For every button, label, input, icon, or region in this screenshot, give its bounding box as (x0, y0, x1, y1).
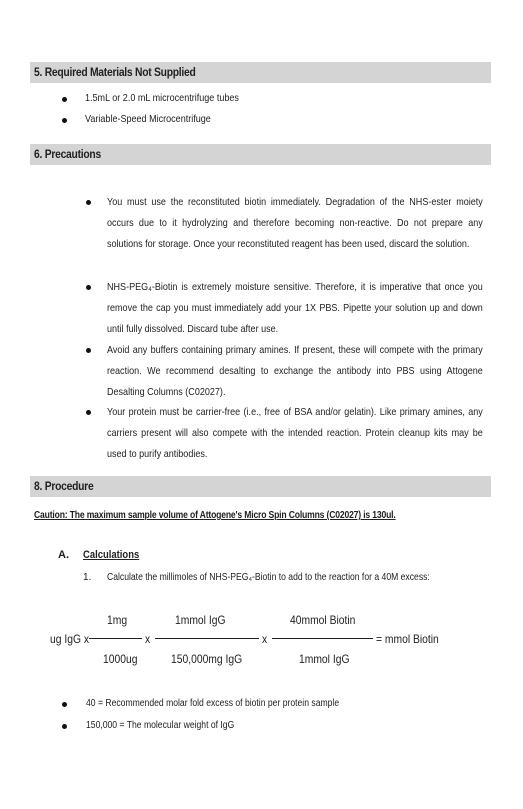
fraction-2-numerator: 1mmol IgG (175, 613, 226, 627)
fraction-1-bar (89, 638, 142, 639)
section-header-precautions (30, 144, 491, 165)
precaution-item: Avoid any buffers containing primary amines. If present, these will compete with the primary reaction. We recommend desalting to exchange the antibody into PBS using Attogene Desalting Columns (C02027). (107, 340, 483, 403)
equation-notes-list (62, 697, 380, 741)
multiply-sign: x (145, 632, 151, 646)
step-number: 1. (83, 572, 92, 583)
bullet-icon (86, 200, 91, 205)
precaution-item: Your protein must be carrier-free (i.e., free of BSA and/or gelatin). Like primary amines, any carriers present will also compete with the intended reaction. Protein cleanup kits may be used to purify antibodies. (107, 402, 483, 465)
fraction-3-bar (272, 638, 373, 639)
fraction-2-denominator: 150,000mg IgG (171, 652, 243, 666)
multiply-sign: x (262, 632, 268, 646)
bullet-icon (62, 97, 67, 102)
subsection-title: Calculations (83, 549, 140, 561)
step-text: Calculate the millimoles of NHS-PEG₄-Biotin to add to the reaction for a 40M excess: (107, 572, 430, 583)
section-header-required-materials (30, 62, 491, 83)
required-materials-list (62, 92, 264, 134)
bullet-icon (62, 702, 67, 707)
bullet-icon (62, 724, 67, 729)
section-title: 8. Procedure (34, 479, 94, 493)
fraction-1-denominator: 1000ug (103, 652, 138, 666)
equation-result: = mmol Biotin (376, 632, 439, 646)
fraction-3-numerator: 40mmol Biotin (290, 613, 356, 627)
list-item: 40 = Recommended molar fold excess of biotin per protein sample (62, 697, 380, 719)
caution-note: Caution: The maximum sample volume of Attogene's Micro Spin Columns (C02027) is 130ul. (34, 510, 396, 521)
bullet-icon (86, 348, 91, 353)
list-item: 150,000 = The molecular weight of IgG (62, 719, 380, 741)
section-title: 6. Precautions (34, 147, 101, 161)
bullet-icon (86, 410, 91, 415)
fraction-2-bar (155, 638, 259, 639)
subsection-letter: A. (58, 549, 69, 561)
bullet-icon (62, 118, 67, 123)
equation-lead: ug IgG x (50, 632, 90, 646)
precaution-item: You must use the reconstituted biotin immediately. Degradation of the NHS-ester moiety occurs due to it hydrolyzing and therefore becoming non-reactive. Do not prepare any solutions for storage. Once your reconstituted reagent has been used, discard the solution. (107, 192, 483, 255)
list-item: 1.5mL or 2.0 mL microcentrifuge tubes (62, 92, 264, 113)
fraction-3-denominator: 1mmol IgG (299, 652, 350, 666)
section-header-procedure (30, 476, 491, 497)
bullet-icon (86, 285, 91, 290)
list-item: Variable-Speed Microcentrifuge (62, 113, 264, 134)
precaution-item: NHS-PEG₄-Biotin is extremely moisture sensitive. Therefore, it is imperative that once you remove the cap you must immediately add your 1X PBS. Pipette your solution up and down until fully dissolved. Discard tube after use. (107, 277, 483, 340)
fraction-1-numerator: 1mg (107, 613, 128, 627)
section-title: 5. Required Materials Not Supplied (34, 65, 196, 79)
